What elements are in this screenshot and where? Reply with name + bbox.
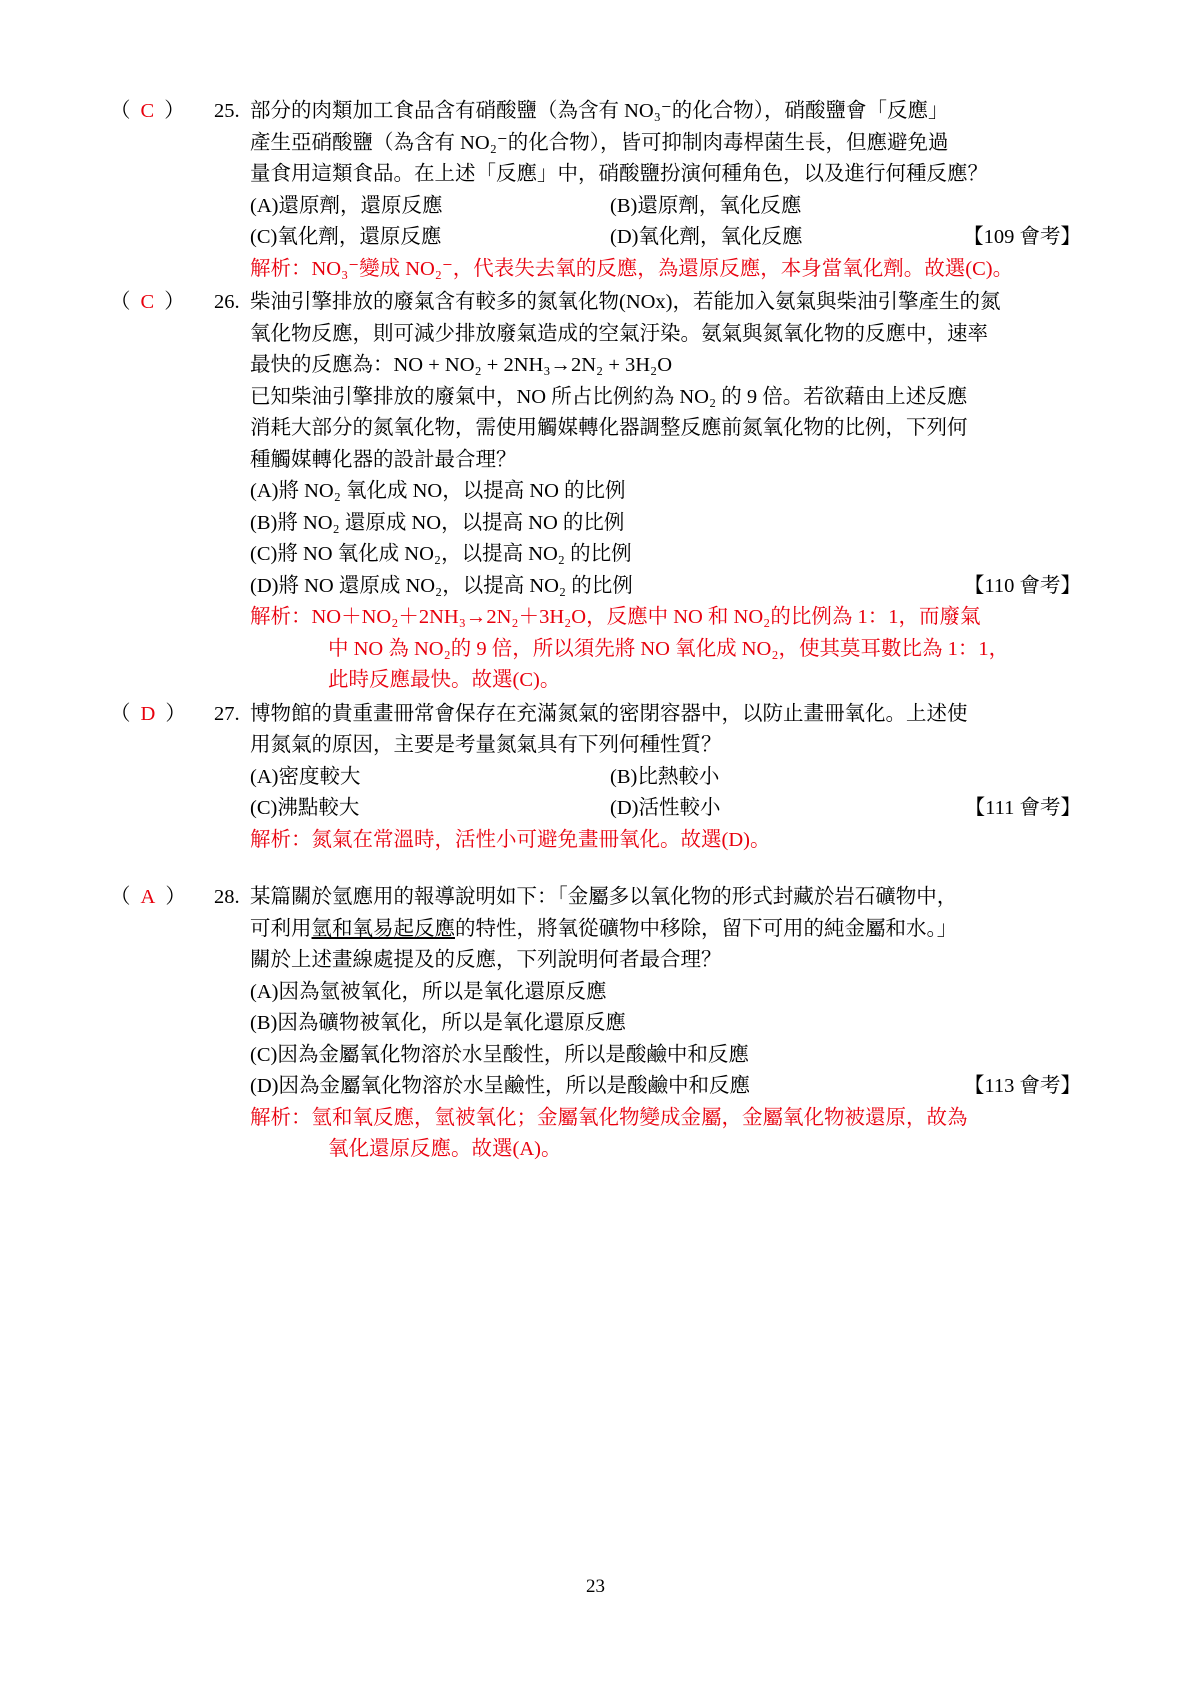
option-a: (A)還原劑，還原反應 xyxy=(250,194,443,217)
explanation-line: 此時反應最快。故選(C)。 xyxy=(328,669,561,691)
paren-left: （ xyxy=(110,702,131,725)
question-line: 種觸媒轉化器的設計最合理？ xyxy=(250,448,517,471)
option-d: (D)因為金屬氧化物溶於水呈鹼性，所以是酸鹼中和反應 xyxy=(250,1075,750,1097)
option-b: (B)因為礦物被氧化，所以是氧化還原反應 xyxy=(250,1012,626,1034)
paren-right: ） xyxy=(164,100,185,122)
option-c: (C)沸點較大 xyxy=(250,797,360,819)
option-b: (B)比熱較小 xyxy=(610,765,720,788)
paren-right: ） xyxy=(164,291,185,313)
option-b: (B)還原劑，氧化反應 xyxy=(610,194,802,217)
explanation-26 xyxy=(250,602,1081,697)
option-c: (C)將 NO 氧化成 NO₂，以提高 NO₂ 的比例 xyxy=(250,543,632,565)
source-tag: 【113 會考】 xyxy=(963,1075,1081,1097)
question-line: 關於上述畫線處提及的反應，下列說明何者最合理？ xyxy=(250,949,722,971)
question-row xyxy=(110,699,1081,825)
question-line: 量食用這類食品。在上述「反應」中，硝酸鹽扮演何種角色，以及進行何種反應？ xyxy=(250,163,988,185)
answer-letter: D xyxy=(140,702,156,725)
section-spacer xyxy=(110,858,1081,882)
question-number: 26. xyxy=(214,291,240,313)
question-line: 可利用氫和氧易起反應的特性，將氧從礦物中移除，留下可用的純金屬和水。」 xyxy=(250,917,958,940)
option-d: (D)將 NO 還原成 NO₂，以提高 NO₂ 的比例 xyxy=(250,574,633,597)
explanation-line: 解析：NO₃⁻變成 NO₂⁻，代表失去氧的反應，為還原反應，本身當氧化劑。故選(C)。 xyxy=(250,257,1014,280)
question-body xyxy=(250,699,1081,825)
answer-box-28 xyxy=(110,882,214,913)
answer-letter: C xyxy=(140,291,155,313)
answer-box-27 xyxy=(110,699,214,730)
option-d-row xyxy=(250,571,1081,603)
question-line: 部分的肉類加工食品含有硝酸鹽（為含有 NO₃⁻的化合物），硝酸鹽會「反應」 xyxy=(250,100,949,122)
option-d-label: (D)氧化劑，氧化反應 xyxy=(610,226,803,248)
question-block-28 xyxy=(110,882,1081,1166)
option-b: (B)將 NO₂ 還原成 NO，以提高 NO 的比例 xyxy=(250,511,625,534)
paren-right: ） xyxy=(165,886,186,908)
paren-left: （ xyxy=(110,886,131,908)
explanation-line: 氧化還原反應。故選(A)。 xyxy=(328,1138,562,1160)
question-body xyxy=(250,287,1081,602)
option-d-row xyxy=(250,1071,1081,1103)
option-d xyxy=(610,793,1081,825)
option-row xyxy=(250,793,1081,825)
question-block-26 xyxy=(110,287,1081,697)
explanation-28 xyxy=(250,1103,1081,1166)
option-a: (A)因為氫被氧化，所以是氧化還原反應 xyxy=(250,980,607,1003)
explanation-27 xyxy=(250,825,1081,857)
question-line: 產生亞硝酸鹽（為含有 NO₂⁻的化合物），皆可抑制肉毒桿菌生長，但應避免過 xyxy=(250,131,949,154)
answer-letter: C xyxy=(140,100,155,122)
option-row xyxy=(250,762,1081,794)
question-body xyxy=(250,96,1081,254)
option-d xyxy=(610,222,1081,254)
page-number: 23 xyxy=(586,1576,605,1597)
paren-left: （ xyxy=(110,100,131,122)
option-c: (C)氧化劑，還原反應 xyxy=(250,226,442,248)
explanation-line: 中 NO 為 NO₂的 9 倍，所以須先將 NO 氧化成 NO₂，使其莫耳數比為 1：1， xyxy=(328,637,1010,660)
question-number: 28. xyxy=(214,886,240,908)
option-row xyxy=(250,222,1081,254)
question-number: 25. xyxy=(214,100,240,122)
question-row xyxy=(110,882,1081,1103)
question-line: 某篇關於氫應用的報導說明如下：「金屬多以氧化物的形式封藏於岩石礦物中， xyxy=(250,886,958,908)
answer-box-25 xyxy=(110,96,214,127)
option-row xyxy=(250,191,1081,223)
question-row xyxy=(110,96,1081,254)
option-a: (A)將 NO₂ 氧化成 NO，以提高 NO 的比例 xyxy=(250,480,626,502)
question-line: 已知柴油引擎排放的廢氣中，NO 所占比例約為 NO₂ 的 9 倍。若欲藉由上述反應 xyxy=(250,385,968,408)
question-line: 氧化物反應，則可減少排放廢氣造成的空氣汙染。氨氣與氮氧化物的反應中，速率 xyxy=(250,322,988,345)
underlined-phrase: 氫和氧易起反應 xyxy=(311,917,455,940)
question-block-27 xyxy=(110,699,1081,857)
option-d-label: (D)活性較小 xyxy=(610,797,721,819)
option-a: (A)密度較大 xyxy=(250,765,361,788)
answer-box-26 xyxy=(110,287,214,318)
question-row xyxy=(110,287,1081,602)
question-line: 用氮氣的原因，主要是考量氮氣具有下列何種性質？ xyxy=(250,734,722,756)
answer-letter: A xyxy=(140,886,156,908)
source-tag: 【109 會考】 xyxy=(963,226,1081,248)
question-line: 消耗大部分的氮氧化物，需使用觸媒轉化器調整反應前氮氧化物的比例，下列何 xyxy=(250,417,968,439)
explanation-line: 解析：NO＋NO₂＋2NH₃→2N₂＋3H₂O，反應中 NO 和 NO₂的比例為 1：1，而廢氣 xyxy=(250,606,981,628)
question-block-25 xyxy=(110,96,1081,285)
question-number: 27. xyxy=(214,702,240,725)
question-line: 柴油引擎排放的廢氣含有較多的氮氧化物(NOx)，若能加入氨氣與柴油引擎產生的氮 xyxy=(250,291,1001,313)
explanation-line: 解析：氫和氧反應，氫被氧化；金屬氧化物變成金屬，金屬氧化物被還原，故為 xyxy=(250,1106,968,1129)
explanation-line: 解析：氮氣在常溫時，活性小可避免畫冊氧化。故選(D)。 xyxy=(250,828,771,851)
paren-left: （ xyxy=(110,291,131,313)
question-line: 最快的反應為：NO + NO₂ + 2NH₃→2N₂ + 3H₂O xyxy=(250,354,673,376)
question-body xyxy=(250,882,1081,1103)
source-tag: 【111 會考】 xyxy=(964,797,1081,819)
question-line: 博物館的貴重畫冊常會保存在充滿氮氣的密閉容器中，以防止畫冊氧化。上述使 xyxy=(250,702,968,725)
option-c: (C)因為金屬氧化物溶於水呈酸性，所以是酸鹼中和反應 xyxy=(250,1043,749,1066)
explanation-25 xyxy=(250,254,1081,286)
paren-right: ） xyxy=(165,702,186,725)
source-tag: 【110 會考】 xyxy=(963,574,1081,597)
